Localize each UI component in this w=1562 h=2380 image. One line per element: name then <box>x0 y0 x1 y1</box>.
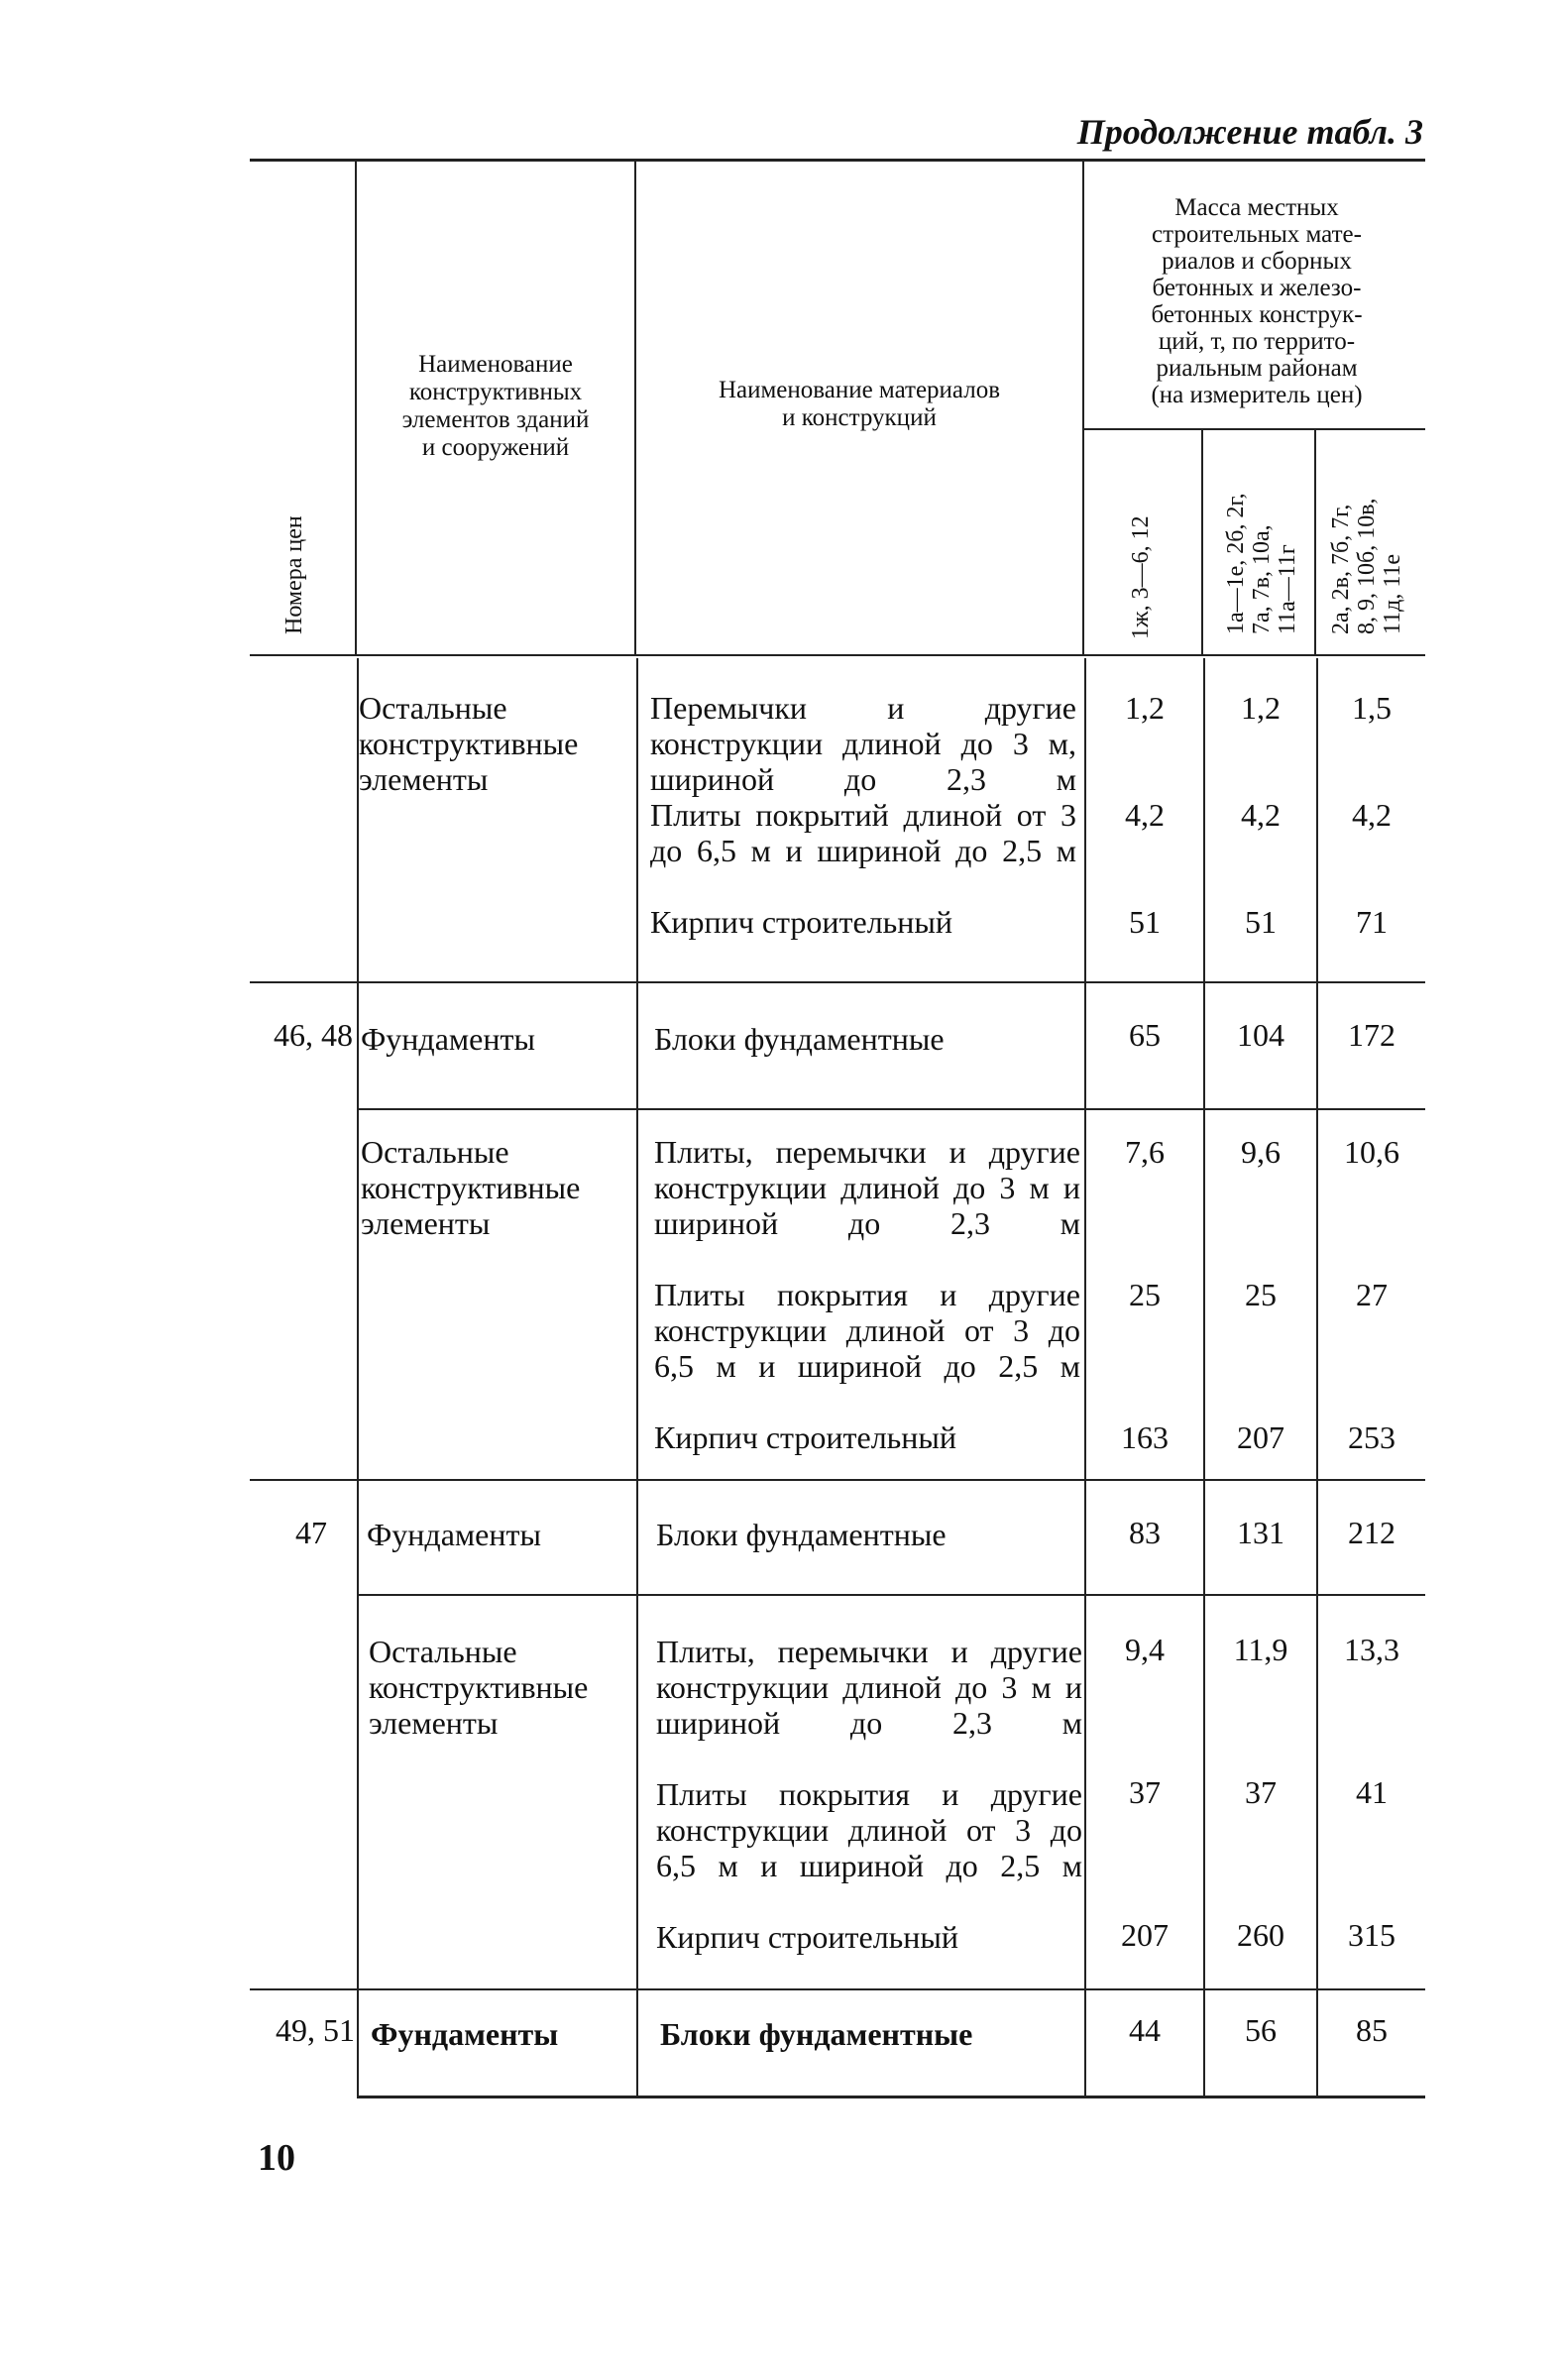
price-number: 46, 48 <box>274 1017 353 1053</box>
header-district-3: 2а, 2в, 7б, 7г, 8, 9, 10б, 10в, 11д, 11е <box>1328 498 1405 634</box>
value-district-1: 65 <box>1129 1017 1161 1053</box>
value-district-3: 212 <box>1348 1515 1395 1550</box>
material-label: Перемычки и другие конструкции длиной до 3 м, шириной до 2,3 м <box>650 690 1076 797</box>
body-divider-3 <box>1084 658 1086 2097</box>
element-label: Фундаменты <box>361 1021 535 1057</box>
material-label: Кирпич строительный <box>656 1919 959 1955</box>
body-divider-4 <box>1203 658 1205 2097</box>
element-label: Остальные конструктивные элементы <box>361 1134 581 1241</box>
material-label: Плиты покрытия и другие конструкции длиной от 3 до 6,5 м и шириной до 2,5 м <box>656 1776 1082 1883</box>
value-district-1: 163 <box>1121 1419 1169 1455</box>
value-district-3: 4,2 <box>1352 797 1392 833</box>
mass-subheader-rule <box>1082 428 1425 430</box>
value-district-2: 56 <box>1245 2012 1277 2048</box>
page-number: 10 <box>258 2137 295 2179</box>
header-elements: Наименование конструктивных элементов зданий и сооружений <box>401 351 590 461</box>
separator-3 <box>250 1479 1425 1481</box>
value-district-1: 1,2 <box>1125 690 1165 726</box>
header-district-2: 1а—1е, 2б, 2г, 7а, 7в, 10а, 11а—11г <box>1223 493 1300 634</box>
material-label: Блоки фундаментные <box>654 1021 945 1057</box>
value-district-2: 4,2 <box>1241 797 1281 833</box>
value-district-2: 131 <box>1237 1515 1284 1550</box>
material-label: Блоки фундаментные <box>656 1517 947 1552</box>
material-label: Кирпич строительный <box>654 1419 957 1455</box>
header-divider-4 <box>1201 430 1203 654</box>
body-divider-5 <box>1316 658 1318 2097</box>
material-label: Плиты покрытия и другие конструкции длиной от 3 до 6,5 м и шириной до 2,5 м <box>654 1277 1080 1384</box>
element-label: Остальные конструктивные элементы <box>359 690 579 797</box>
separator-5 <box>250 1988 1425 1990</box>
material-label: Кирпич строительный <box>650 904 953 940</box>
value-district-1: 207 <box>1121 1917 1169 1953</box>
value-district-2: 104 <box>1237 1017 1284 1053</box>
value-district-1: 83 <box>1129 1515 1161 1550</box>
header-bottom-rule <box>250 654 1425 656</box>
value-district-1: 51 <box>1129 904 1161 940</box>
value-district-2: 51 <box>1245 904 1277 940</box>
separator-1 <box>250 981 1425 983</box>
header-divider-2 <box>634 161 636 654</box>
header-divider-3 <box>1082 161 1084 654</box>
body-divider-2 <box>636 658 638 2097</box>
material-label: Плиты, перемычки и другие конструкции длиной до 3 м и шириной до 2,3 м <box>654 1134 1080 1241</box>
table-caption: Продолжение табл. 3 <box>1076 112 1423 152</box>
table-top-rule <box>250 159 1425 162</box>
header-price-numbers: Номера цен <box>281 515 307 634</box>
material-label: Блоки фундаментные <box>660 2016 973 2052</box>
value-district-3: 27 <box>1356 1277 1388 1312</box>
value-district-3: 41 <box>1356 1774 1388 1810</box>
element-label: Остальные конструктивные элементы <box>369 1634 589 1741</box>
element-label: Фундаменты <box>371 2016 559 2052</box>
value-district-2: 260 <box>1237 1917 1284 1953</box>
material-label: Плиты, перемычки и другие конструкции длиной до 3 м и шириной до 2,3 м <box>656 1634 1082 1741</box>
value-district-3: 71 <box>1356 904 1388 940</box>
value-district-3: 1,5 <box>1352 690 1392 726</box>
header-divider-5 <box>1314 430 1316 654</box>
separator-2 <box>357 1108 1425 1110</box>
element-label: Фундаменты <box>367 1517 541 1552</box>
value-district-2: 25 <box>1245 1277 1277 1312</box>
header-divider-1 <box>355 161 357 654</box>
value-district-2: 11,9 <box>1233 1632 1288 1667</box>
value-district-3: 85 <box>1356 2012 1388 2048</box>
material-label: Плиты покрытий длиной от 3 до 6,5 м и шириной до 2,5 м <box>650 797 1076 868</box>
value-district-3: 13,3 <box>1344 1632 1399 1667</box>
value-district-2: 9,6 <box>1241 1134 1281 1170</box>
body-divider-1 <box>357 658 359 2097</box>
value-district-2: 207 <box>1237 1419 1284 1455</box>
value-district-2: 1,2 <box>1241 690 1281 726</box>
header-mass: Масса местных строительных мате- риалов и сборных бетонных и железо- бетонных конструк- ций, т, по террито- риальным районам (на измеритель цен) <box>1151 194 1363 408</box>
separator-4 <box>357 1594 1425 1596</box>
price-number: 47 <box>295 1515 327 1550</box>
value-district-2: 37 <box>1245 1774 1277 1810</box>
value-district-1: 44 <box>1129 2012 1161 2048</box>
table-bottom-rule <box>357 2096 1425 2098</box>
value-district-3: 10,6 <box>1344 1134 1399 1170</box>
value-district-3: 315 <box>1348 1917 1395 1953</box>
value-district-3: 172 <box>1348 1017 1395 1053</box>
value-district-1: 4,2 <box>1125 797 1165 833</box>
price-number: 49, 51 <box>276 2012 355 2048</box>
value-district-1: 7,6 <box>1125 1134 1165 1170</box>
header-district-1: 1ж, 3—6, 12 <box>1128 515 1154 639</box>
value-district-3: 253 <box>1348 1419 1395 1455</box>
header-materials: Наименование материалов и конструкций <box>718 377 1001 431</box>
value-district-1: 25 <box>1129 1277 1161 1312</box>
value-district-1: 9,4 <box>1125 1632 1165 1667</box>
value-district-1: 37 <box>1129 1774 1161 1810</box>
